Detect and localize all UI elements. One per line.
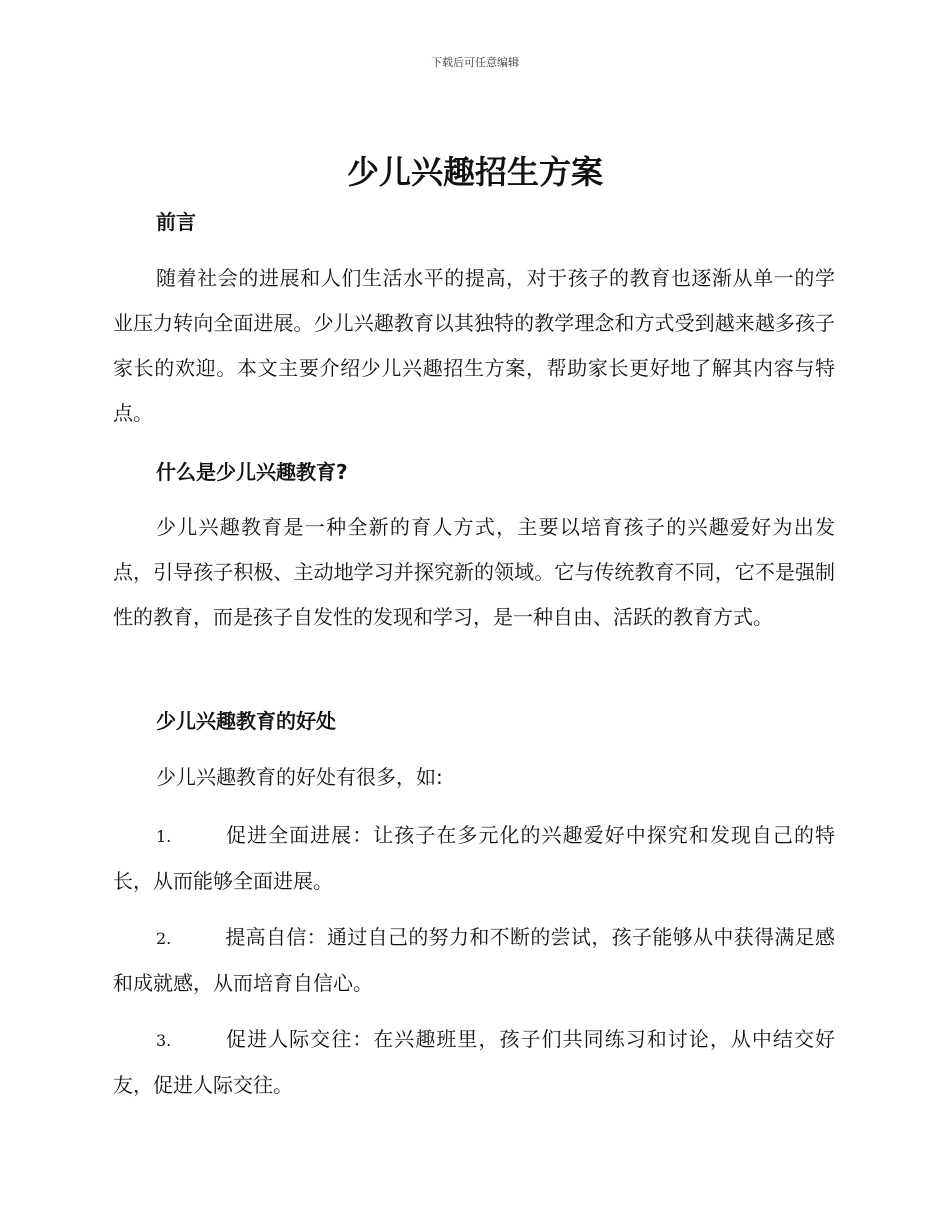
- list-item: [113, 813, 835, 904]
- section-heading-what-is: 什么是少儿兴趣教育?: [156, 460, 348, 484]
- list-item-number: 3.: [156, 1031, 172, 1050]
- list-item: [113, 1017, 835, 1108]
- list-item-number: 1.: [156, 827, 172, 846]
- list-item-text: 促进全面进展：让孩子在多元化的兴趣爱好中探究和发现自己的特长，从而能够全面进展。: [113, 823, 835, 893]
- list-item-number: 2.: [156, 929, 172, 948]
- section-heading-benefits: 少儿兴趣教育的好处: [156, 709, 336, 733]
- header-note: 下载后可任意编辑: [431, 56, 519, 69]
- list-item: [113, 915, 835, 1006]
- section-heading-preface: 前言: [156, 210, 196, 234]
- paragraph-benefits-intro: 少儿兴趣教育的好处有很多，如:: [156, 765, 443, 789]
- paragraph-what-is: 少儿兴趣教育是一种全新的育人方式，主要以培育孩子的兴趣爱好为出发点，引导孩子积极、主动地学习并探究新的领域。它与传统教育不同，它不是强制性的教育，而是孩子自发性的发现和学习，是一种自由、活跃的教育方式。: [113, 515, 835, 629]
- list-item-text: 提高自信：通过自己的努力和不断的尝试，孩子能够从中获得满足感和成就感，从而培育自信心。: [113, 925, 835, 995]
- document-title: 少儿兴趣招生方案: [346, 153, 603, 191]
- list-item-text: 促进人际交往：在兴趣班里，孩子们共同练习和讨论，从中结交好友，促进人际交往。: [113, 1027, 835, 1097]
- paragraph-preface: 随着社会的进展和人们生活水平的提高，对于孩子的教育也逐渐从单一的学业压力转向全面进展。少儿兴趣教育以其独特的教学理念和方式受到越来越多孩子家长的欢迎。本文主要介绍少儿兴趣招生方案，帮助家长更好地了解其内容与特点。: [113, 266, 835, 425]
